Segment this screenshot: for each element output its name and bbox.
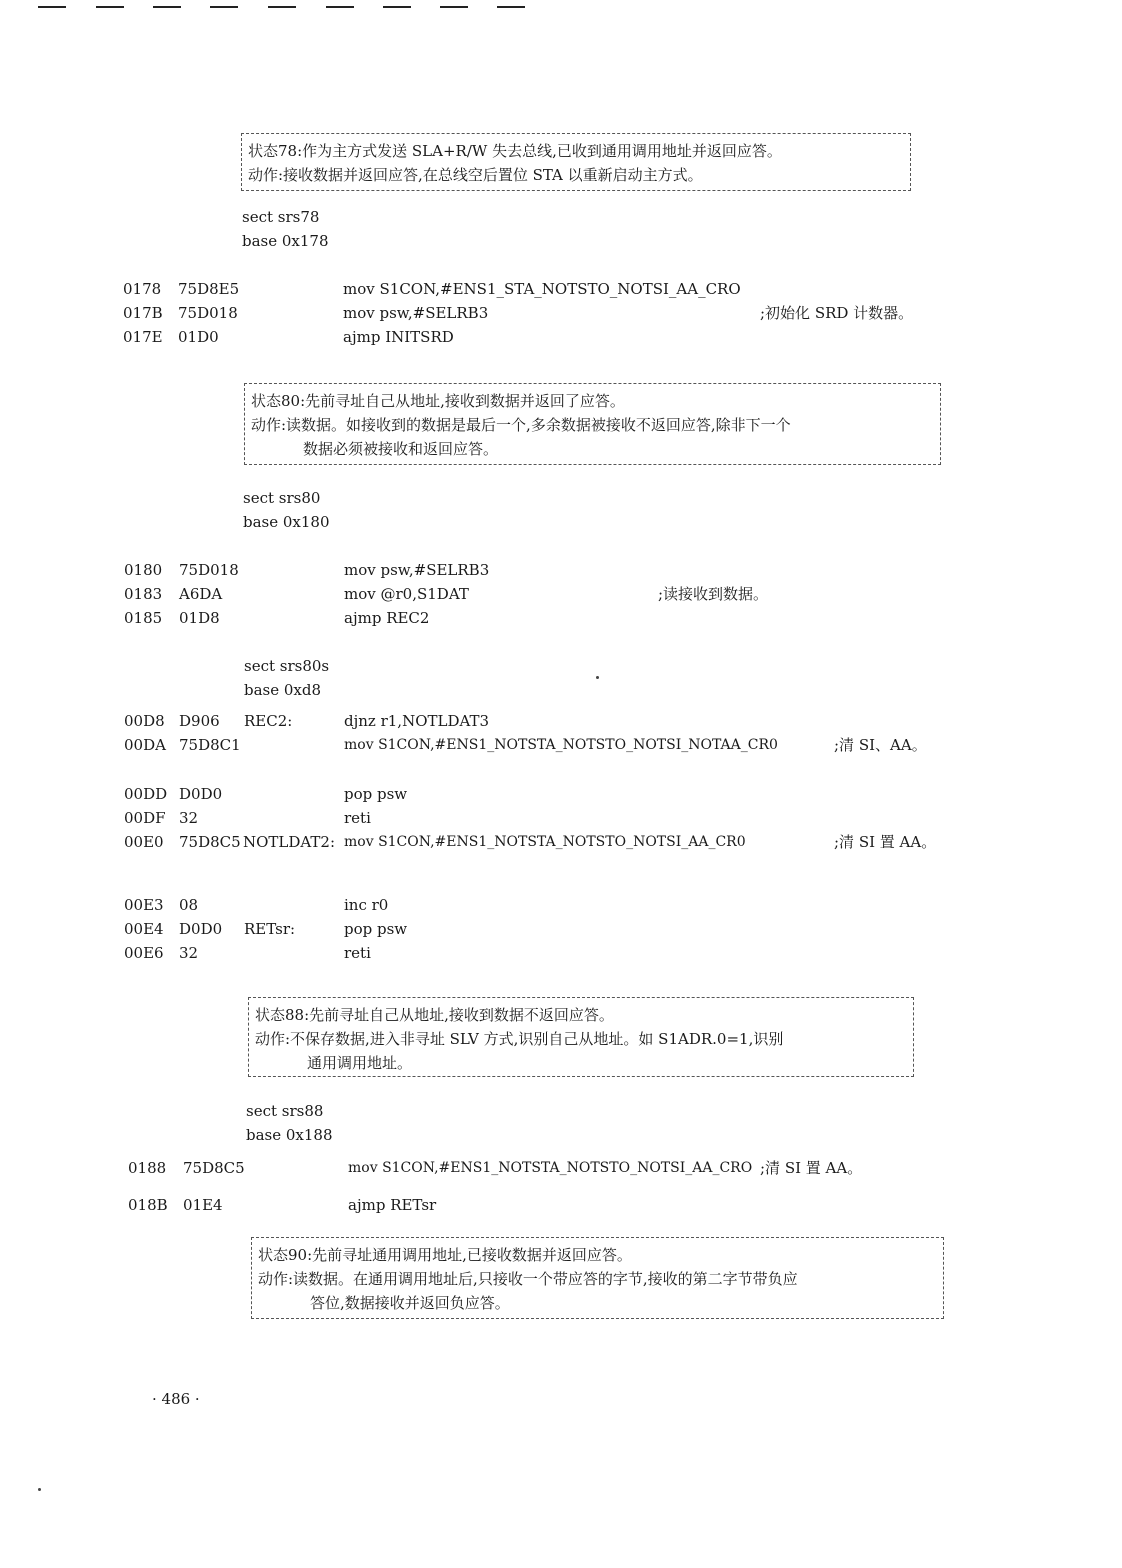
- code-comment: ;清 SI 置 AA。: [834, 833, 937, 851]
- code-address: 00DA: [124, 736, 166, 754]
- code-instruction: ajmp RETsr: [348, 1196, 437, 1214]
- action-88-line: 动作:不保存数据,进入非寻址 SLV 方式,识别自己从地址。如 S1ADR.0=1,识别: [255, 1030, 784, 1048]
- code-bytes: 75D8C5: [179, 833, 241, 851]
- code-bytes: 01D8: [179, 609, 220, 627]
- code-address: 00DD: [124, 785, 168, 803]
- code-label: RETsr:: [244, 920, 296, 938]
- state-80-line: 状态80:先前寻址自己从地址,接收到数据并返回了应答。: [251, 392, 625, 410]
- code-instruction: inc r0: [344, 896, 389, 914]
- directive-sect: sect srs78: [242, 208, 320, 226]
- scan-dash: [96, 6, 124, 8]
- code-address: 0180: [124, 561, 163, 579]
- scan-dash: [326, 6, 354, 8]
- code-address: 017B: [123, 304, 163, 322]
- code-address: 00DF: [124, 809, 166, 827]
- directive-sect: sect srs88: [246, 1102, 324, 1120]
- scan-speck: [38, 1488, 41, 1491]
- code-address: 017E: [123, 328, 163, 346]
- code-comment: ;清 SI 置 AA。: [760, 1159, 863, 1177]
- scan-dash: [153, 6, 181, 8]
- state-78-box: [241, 133, 911, 191]
- scan-dash: [268, 6, 296, 8]
- action-90-cont: 答位,数据接收并返回负应答。: [310, 1294, 510, 1312]
- directive-base: base 0x188: [246, 1126, 333, 1144]
- code-address: 0188: [128, 1159, 167, 1177]
- code-address: 0185: [124, 609, 163, 627]
- code-bytes: 75D8C5: [183, 1159, 245, 1177]
- code-label: NOTLDAT2:: [243, 833, 336, 851]
- code-address: 0178: [123, 280, 162, 298]
- code-address: 018B: [128, 1196, 168, 1214]
- code-bytes: D906: [179, 712, 220, 730]
- directive-sect: sect srs80s: [244, 657, 330, 675]
- state-80-box: [244, 383, 941, 465]
- code-instruction: mov psw,#SELRB3: [343, 304, 489, 322]
- code-bytes: 01D0: [178, 328, 219, 346]
- action-80-cont: 数据必须被接收和返回应答。: [303, 440, 499, 458]
- directive-base: base 0x178: [242, 232, 329, 250]
- code-address: 00E4: [124, 920, 164, 938]
- code-bytes: 75D018: [179, 561, 239, 579]
- state-88-line: 状态88:先前寻址自己从地址,接收到数据不返回应答。: [255, 1006, 614, 1024]
- code-instruction: mov @r0,S1DAT: [344, 585, 469, 603]
- scan-speck: [596, 676, 599, 679]
- code-instruction: reti: [344, 809, 371, 827]
- code-comment: ;清 SI、AA。: [834, 736, 927, 754]
- action-88-cont: 通用调用地址。: [307, 1054, 413, 1072]
- code-instruction: ajmp REC2: [344, 609, 430, 627]
- code-address: 00E0: [124, 833, 164, 851]
- state-88-box: [248, 997, 914, 1077]
- state-78-line: 状态78:作为主方式发送 SLA+R/W 失去总线,已收到通用调用地址并返回应答。: [248, 142, 782, 160]
- code-instruction: mov psw,#SELRB3: [344, 561, 490, 579]
- code-instruction: reti: [344, 944, 371, 962]
- action-80-line: 动作:读数据。如接收到的数据是最后一个,多余数据被接收不返回应答,除非下一个: [251, 416, 791, 434]
- code-bytes: 01E4: [183, 1196, 223, 1214]
- code-address: 0183: [124, 585, 163, 603]
- code-bytes: A6DA: [179, 585, 223, 603]
- action-90-line: 动作:读数据。在通用调用地址后,只接收一个带应答的字节,接收的第二字节带负应: [258, 1270, 798, 1288]
- code-instruction: mov S1CON,#ENS1_NOTSTA_NOTSTO_NOTSI_NOTAA_CR0: [344, 737, 778, 753]
- code-bytes: 08: [179, 896, 199, 914]
- code-instruction: pop psw: [344, 785, 408, 803]
- code-bytes: 32: [179, 944, 199, 962]
- scan-dash: [38, 6, 66, 8]
- state-90-line: 状态90:先前寻址通用调用地址,已接收数据并返回应答。: [258, 1246, 632, 1264]
- directive-base: base 0xd8: [244, 681, 322, 699]
- code-label: REC2:: [244, 712, 293, 730]
- code-bytes: 75D8C1: [179, 736, 241, 754]
- code-bytes: 75D018: [178, 304, 238, 322]
- code-bytes: 75D8E5: [178, 280, 240, 298]
- code-bytes: D0D0: [179, 785, 223, 803]
- code-address: 00D8: [124, 712, 165, 730]
- code-bytes: 32: [179, 809, 199, 827]
- code-address: 00E3: [124, 896, 164, 914]
- scan-dash: [497, 6, 525, 8]
- code-instruction: djnz r1,NOTLDAT3: [344, 712, 490, 730]
- directive-base: base 0x180: [243, 513, 330, 531]
- code-comment: ;读接收到数据。: [658, 585, 769, 603]
- code-address: 00E6: [124, 944, 164, 962]
- directive-sect: sect srs80: [243, 489, 321, 507]
- code-instruction: mov S1CON,#ENS1_STA_NOTSTO_NOTSI_AA_CRO: [343, 280, 741, 298]
- scan-dash: [383, 6, 411, 8]
- code-instruction: mov S1CON,#ENS1_NOTSTA_NOTSTO_NOTSI_AA_CRO: [348, 1160, 753, 1176]
- action-78-line: 动作:接收数据并返回应答,在总线空后置位 STA 以重新启动主方式。: [248, 166, 703, 184]
- scan-dash: [210, 6, 238, 8]
- code-comment: ;初始化 SRD 计数器。: [760, 304, 914, 322]
- code-instruction: ajmp INITSRD: [343, 328, 454, 346]
- state-90-box: [251, 1237, 944, 1319]
- code-instruction: pop psw: [344, 920, 408, 938]
- code-instruction: mov S1CON,#ENS1_NOTSTA_NOTSTO_NOTSI_AA_CR0: [344, 834, 746, 850]
- scan-dash: [440, 6, 468, 8]
- code-bytes: D0D0: [179, 920, 223, 938]
- page-number: · 486 ·: [152, 1390, 200, 1408]
